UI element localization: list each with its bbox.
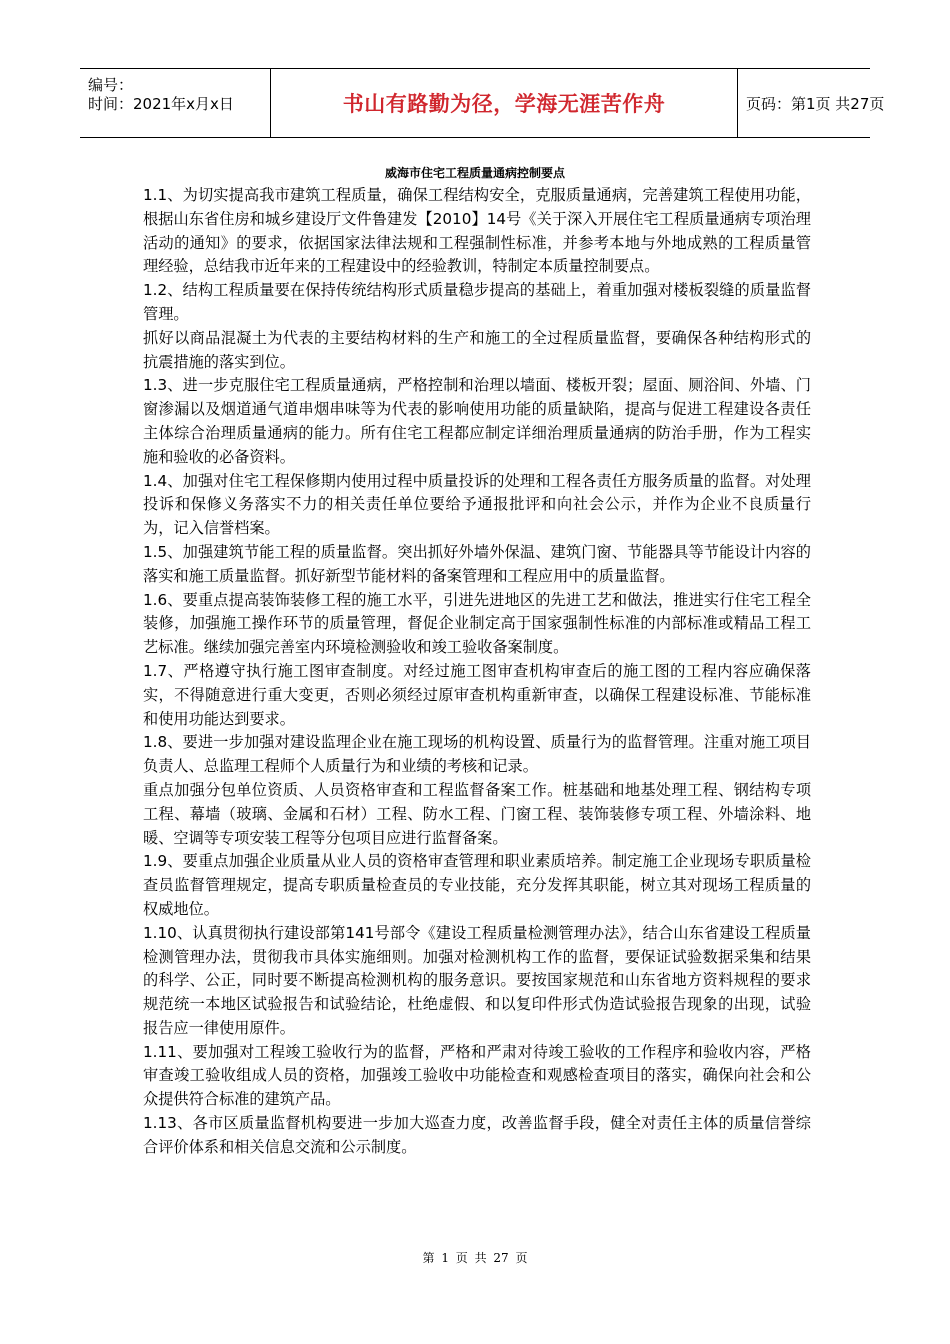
paragraph-1-11: 1.11、要加强对工程竣工验收行为的监督，严格和严肃对待竣工验收的工作程序和验收内容，严格审查竣工验收组成人员的资格，加强竣工验收中功能检查和观感检查项目的落实，确保向社会和公众提供符合标准的建筑产品。 — [143, 1042, 811, 1109]
paragraph-1-9: 1.9、要重点加强企业质量从业人员的资格审查管理和职业素质培养。制定施工企业现场专职质量检查员监督管理规定，提高专职质量检查员的专业技能，充分发挥其职能，树立其对现场工程质量的权威地位。 — [143, 852, 811, 918]
paragraph-1-2: 1.2、结构工程质量要在保持传统结构形式质量稳步提高的基础上，着重加强对楼板裂缝的质量监督管理。 — [143, 281, 811, 323]
paragraph-1-4: 1.4、加强对住宅工程保修期内使用过程中质量投诉的处理和工程各责任方服务质量的监督。对处理投诉和保修义务落实不力的相关责任单位要给予通报批评和向社会公示，并作为企业不良质量行为，记入信誉档案。 — [143, 471, 811, 538]
paragraph-1-2-cont: 抓好以商品混凝土为代表的主要结构材料的生产和施工的全过程质量监督，要确保各种结构形式的抗震措施的落实到位。 — [143, 328, 811, 371]
paragraph-1-5: 1.5、加强建筑节能工程的质量监督。突出抓好外墙外保温、建筑门窗、节能器具等节能设计内容的落实和施工质量监督。抓好新型节能材料的备案管理和工程应用中的质量监督。 — [143, 542, 811, 585]
header-meta-cell — [80, 69, 271, 137]
header-motto: 书山有路勤为径，学海无涯苦作舟 — [271, 69, 738, 137]
paragraph-1-7: 1.7、严格遵守执行施工图审查制度。对经过施工图审查机构审查后的施工图的工程内容应确保落实，不得随意进行重大变更，否则必须经过原审查机构重新审查，以确保工程建设标准、节能标准和使用功能达到要求。 — [143, 661, 811, 728]
document-body — [143, 184, 811, 1160]
paragraph-1-1: 1.1、为切实提高我市建筑工程质量，确保工程结构安全，克服质量通病，完善建筑工程使用功能，根据山东省住房和城乡建设厅文件鲁建发【2010】14号《关于深入开展住宅工程质量通病专项治理活动的通知》的要求，依据国家法律法规和工程强制性标准，并参考本地与外地成熟的工程质量管理经验，总结我市近年来的工程建设中的经验教训，特制定本质量控制要点。 — [143, 186, 811, 276]
document-date-label: 时间：2021年x月x日 — [88, 95, 234, 113]
header-page-number: 页码：第1页 共27页 — [746, 94, 885, 113]
document-title: 威海市住宅工程质量通病控制要点 — [384, 166, 565, 180]
paragraph-1-8-cont: 重点加强分包单位资质、人员资格审查和工程监督备案工作。桩基础和地基处理工程、钢结构专项工程、幕墙（玻璃、金属和石材）工程、防水工程、门窗工程、装饰装修专项工程、外墙涂料、地暖、空调等专项安装工程等分包项目应进行监督备案。 — [143, 780, 811, 847]
paragraph-1-3: 1.3、进一步克服住宅工程质量通病，严格控制和治理以墙面、楼板开裂；屋面、厕浴间、外墙、门窗渗漏以及烟道通气道串烟串味等为代表的影响使用功能的质量缺陷，提高与促进工程建设各责任主体综合治理质量通病的能力。所有住宅工程都应制定详细治理质量通病的防治手册，作为工程实施和验收的必备资料。 — [143, 376, 811, 466]
paragraph-1-10: 1.10、认真贯彻执行建设部第141号部令《建设工程质量检测管理办法》，结合山东省建设工程质量检测管理办法，贯彻我市具体实施细则。加强对检测机构工作的监督，要保证试验数据采集和结果的科学、公正，同时要不断提高检测机构的服务意识。要按国家规范和山东省地方资料规程的要求规范统一本地区试验报告和试验结论，杜绝虚假、和以复印件形式伪造试验报告现象的出现，试验报告应一律使用原件。 — [143, 923, 811, 1037]
page-header — [80, 68, 885, 138]
document-code-label: 编号： — [88, 76, 134, 94]
paragraph-1-6: 1.6、要重点提高装饰装修工程的施工水平，引进先进地区的先进工艺和做法，推进实行住宅工程全装修，加强施工操作环节的质量管理，督促企业制定高于国家强制性标准的内部标准或精品工程工艺标准。继续加强完善室内环境检测验收和竣工验收备案制度。 — [143, 590, 811, 657]
paragraph-1-13: 1.13、各市区质量监督机构要进一步加大巡查力度，改善监督手段，健全对责任主体的质量信誉综合评价体系和相关信息交流和公示制度。 — [143, 1114, 811, 1156]
page-footer: 第 1 页 共 27 页 — [422, 1251, 528, 1265]
paragraph-1-8: 1.8、要进一步加强对建设监理企业在施工现场的机构设置、质量行为的监督管理。注重对施工项目负责人、总监理工程师个人质量行为和业绩的考核和记录。 — [143, 733, 811, 776]
